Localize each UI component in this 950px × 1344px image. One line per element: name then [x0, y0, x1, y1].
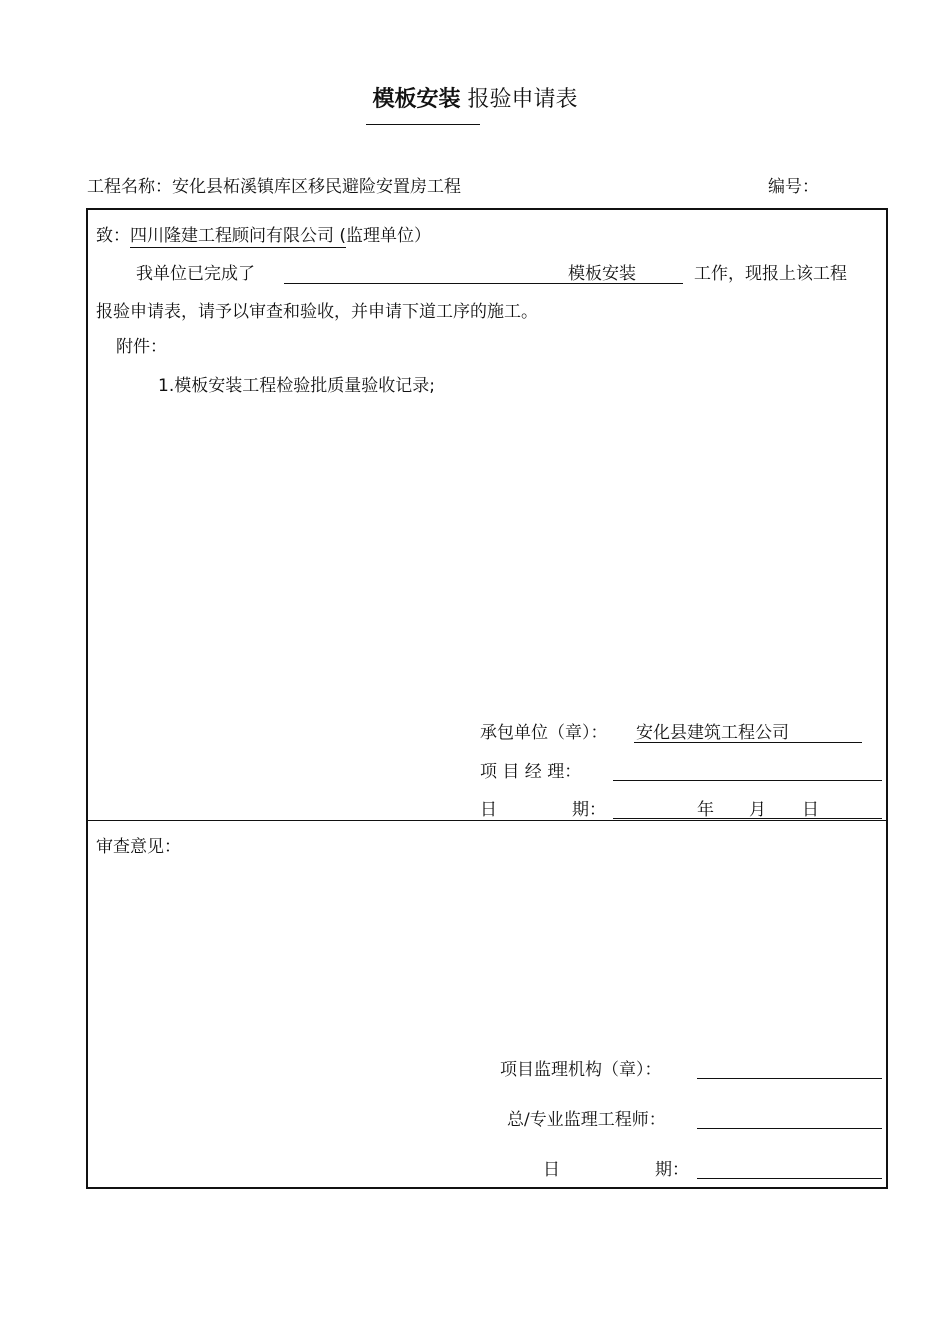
addressee-row [96, 221, 431, 246]
review-date-underline [697, 1178, 882, 1179]
addressee-prefix: 致： [96, 226, 130, 246]
project-name-label: 工程名称： [87, 177, 172, 197]
section-divider [86, 820, 888, 821]
contractor-unit-label: 承包单位（章）： [480, 723, 608, 743]
form-title-rest: 报验申请表 [467, 87, 578, 112]
contractor-date-label-left: 日 [480, 800, 497, 820]
form-frame [86, 208, 888, 1189]
review-opinion-label: 审查意见： [96, 837, 181, 857]
contractor-date-day: 日 [802, 800, 819, 820]
form-title [0, 82, 950, 113]
work-item-value: 模板安装 [568, 264, 636, 284]
contractor-date-label-right: 期： [572, 800, 606, 820]
contractor-unit-value: 安化县建筑工程公司 [636, 723, 789, 743]
supervision-org-label: 项目监理机构（章）： [500, 1060, 662, 1080]
review-date-label-left: 日 [543, 1160, 560, 1180]
number-label: 编号： [768, 177, 819, 197]
project-manager-label: 项 目 经 理： [480, 762, 582, 782]
body-line2: 报验申请表，请予以审查和验收，并申请下道工序的施工。 [96, 302, 538, 322]
contractor-date-month: 月 [749, 800, 766, 820]
project-manager-underline [613, 780, 882, 781]
supervision-engineer-underline [697, 1128, 882, 1129]
title-underline [366, 124, 480, 125]
attachment-item-1: 1.模板安装工程检验批质量验收记录; [158, 376, 435, 396]
contractor-date-year: 年 [697, 800, 714, 820]
attachments-label: 附件： [116, 337, 167, 357]
body-line1-prefix: 我单位已完成了 [136, 264, 255, 284]
contractor-date-underline [613, 818, 882, 819]
body-line1-suffix: 工作，现报上该工程 [694, 264, 847, 284]
contractor-unit-underline [634, 742, 862, 743]
project-name-value: 安化县柘溪镇库区移民避险安置房工程 [172, 177, 461, 197]
supervision-org-underline [697, 1078, 882, 1079]
supervision-engineer-label: 总/专业监理工程师： [507, 1110, 666, 1130]
form-title-item: 模板安装 [372, 87, 461, 112]
review-date-label-right: 期： [655, 1160, 689, 1180]
supervisor-company: 四川隆建工程顾问有限公司 ( [130, 226, 347, 246]
addressee-suffix: 监理单位） [346, 226, 432, 246]
project-name-row [87, 172, 461, 197]
